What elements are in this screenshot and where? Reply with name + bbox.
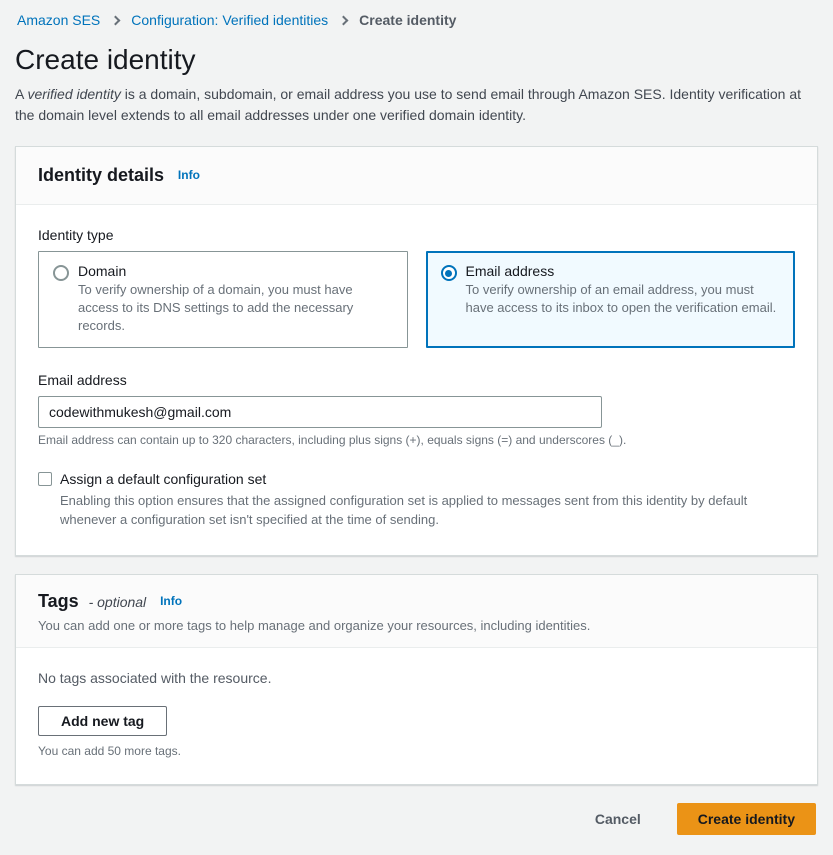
tags-header bbox=[16, 575, 817, 648]
default-config-set-description: Enabling this option ensures that the assigned configuration set is applied to messages sent from this identity by default whenever a configuration set isn't specified at the time of sending. bbox=[60, 493, 748, 527]
add-new-tag-button[interactable]: Add new tag bbox=[38, 706, 167, 736]
identity-type-tiles bbox=[38, 251, 795, 348]
default-config-set-label[interactable]: Assign a default configuration set bbox=[60, 471, 267, 487]
identity-details-info-link[interactable]: Info bbox=[177, 168, 200, 182]
tags-panel bbox=[15, 574, 818, 785]
identity-type-label: Identity type bbox=[38, 227, 114, 243]
breadcrumb-separator-icon bbox=[339, 15, 349, 25]
create-identity-button[interactable]: Create identity bbox=[677, 803, 816, 835]
radio-unselected-icon[interactable] bbox=[53, 265, 69, 281]
page-description bbox=[15, 84, 818, 126]
email-option-label: Email address bbox=[465, 263, 555, 279]
email-address-help-text: Email address can contain up to 320 characters, including plus signs (+), equals signs (=) and underscores (_). bbox=[38, 433, 627, 447]
identity-type-tile-domain[interactable] bbox=[38, 251, 408, 348]
tile-text bbox=[78, 263, 393, 335]
identity-details-panel bbox=[15, 146, 818, 556]
tags-limit-text: You can add 50 more tags. bbox=[38, 744, 181, 758]
domain-option-description: To verify ownership of a domain, you must have access to its DNS settings to add the necessary records. bbox=[78, 282, 354, 333]
breadcrumb-link-amazon-ses[interactable]: Amazon SES bbox=[17, 12, 101, 28]
email-address-input[interactable] bbox=[38, 396, 602, 428]
breadcrumb-link-verified-identities[interactable]: Configuration: Verified identities bbox=[131, 12, 329, 28]
breadcrumb bbox=[15, 10, 818, 28]
tags-title: Tags bbox=[38, 591, 79, 611]
identity-details-title: Identity details bbox=[38, 165, 165, 185]
tags-optional-label: - optional bbox=[88, 594, 147, 610]
breadcrumb-current: Create identity bbox=[359, 12, 457, 28]
identity-type-tile-email-address[interactable] bbox=[426, 251, 796, 348]
tags-empty-text: No tags associated with the resource. bbox=[38, 670, 272, 686]
radio-dot bbox=[445, 270, 452, 277]
default-config-set-checkbox[interactable] bbox=[38, 472, 52, 486]
domain-option-label: Domain bbox=[78, 263, 127, 279]
identity-details-header bbox=[16, 147, 817, 205]
tags-info-link[interactable]: Info bbox=[160, 594, 183, 608]
cancel-button[interactable]: Cancel bbox=[577, 805, 659, 833]
identity-details-body bbox=[16, 205, 817, 555]
tile-text bbox=[466, 263, 781, 317]
page-title: Create identity bbox=[15, 44, 196, 75]
page-description-italic: verified identity bbox=[27, 86, 121, 102]
tags-description: You can add one or more tags to help manage and organize your resources, including identities. bbox=[38, 618, 591, 633]
email-option-description: To verify ownership of an email address, you must have access to its inbox to open the verification email. bbox=[465, 282, 777, 315]
page-description-prefix: A bbox=[15, 86, 28, 102]
page-description-suffix: is a domain, subdomain, or email address you use to send email through Amazon SES. Identity verification at the domain level extends to all email addresses under one verified domain identity. bbox=[15, 86, 802, 123]
breadcrumb-separator-icon bbox=[111, 15, 121, 25]
default-config-set-row bbox=[38, 471, 795, 487]
form-actions bbox=[15, 803, 818, 835]
email-address-field-label: Email address bbox=[38, 372, 127, 388]
tags-body bbox=[16, 648, 817, 784]
tags-title-row bbox=[38, 591, 795, 612]
radio-selected-icon[interactable] bbox=[441, 265, 457, 281]
